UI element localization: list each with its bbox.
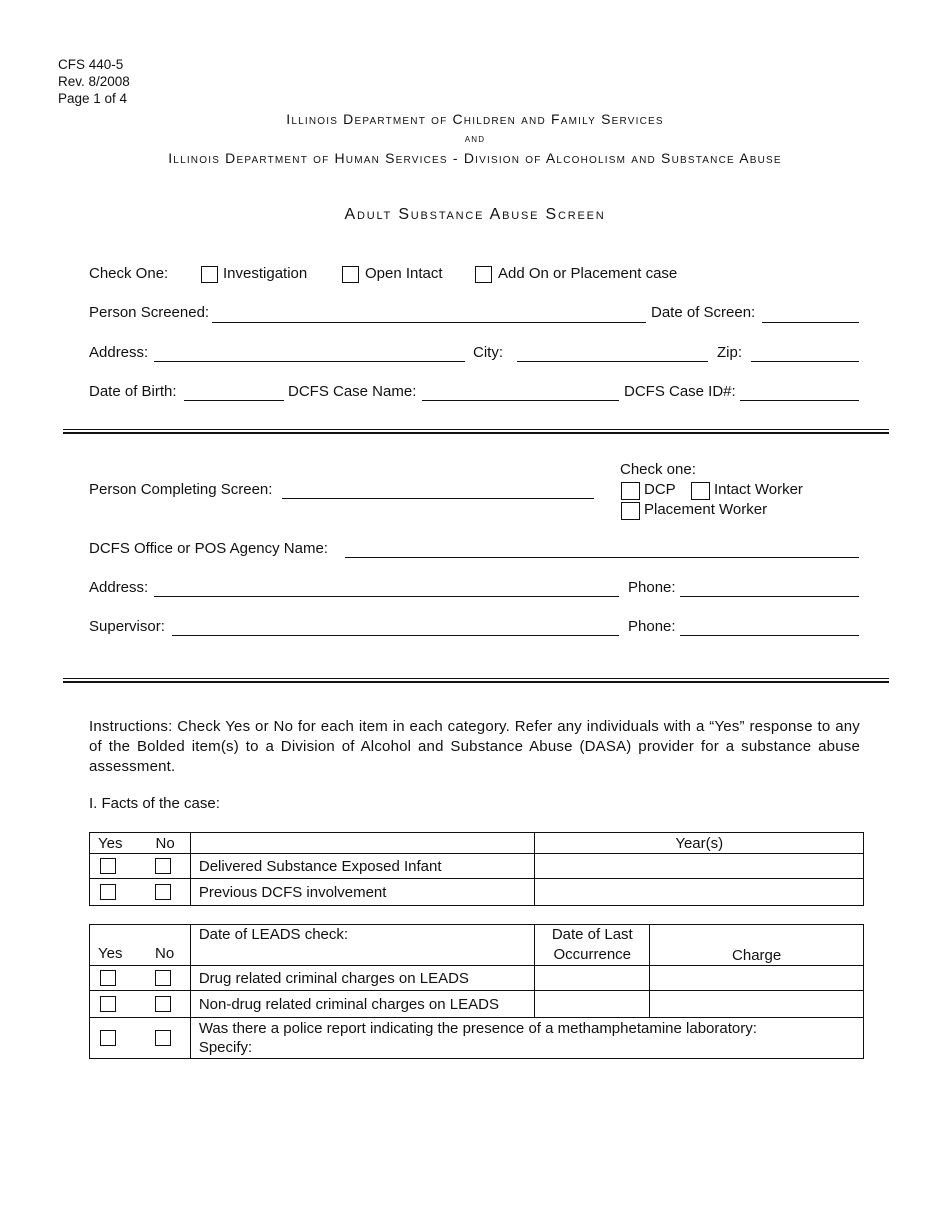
open-intact-checkbox[interactable] (342, 266, 359, 283)
date-of-birth-label: Date of Birth: (89, 383, 177, 400)
blank-header (190, 833, 535, 854)
form-number: CFS 440-5 (58, 57, 124, 72)
yes-checkbox[interactable] (100, 970, 116, 986)
placement-worker-label: Placement Worker (644, 501, 768, 518)
table-row (90, 1018, 864, 1059)
open-intact-label: Open Intact (365, 265, 443, 282)
yes-checkbox[interactable] (100, 996, 116, 1012)
facts-table (89, 832, 864, 906)
agency-phone-field[interactable] (680, 596, 859, 597)
divider (63, 432, 889, 434)
form-revision: Rev. 8/2008 (58, 74, 130, 89)
leads-date-header: Date of LEADS check: (190, 925, 535, 966)
yes-header: Yes (98, 945, 123, 962)
yes-checkbox[interactable] (100, 1030, 116, 1046)
dcfs-case-id-field[interactable] (740, 400, 859, 401)
years-field[interactable] (535, 879, 864, 906)
header-line-3: Illinois Department of Human Services - Division of Alcoholism and Substance Abuse (168, 150, 782, 166)
form-meta (58, 56, 130, 107)
header-line-2: and (464, 131, 486, 145)
charge-field[interactable] (650, 966, 864, 991)
section-title: I. Facts of the case: (89, 795, 220, 812)
city-field[interactable] (517, 361, 708, 362)
person-screened-field[interactable] (212, 322, 646, 323)
no-checkbox[interactable] (155, 970, 171, 986)
address-label: Address: (89, 344, 149, 361)
office-name-field[interactable] (345, 557, 859, 558)
no-checkbox[interactable] (155, 884, 171, 900)
table-row (90, 879, 864, 906)
investigation-checkbox[interactable] (201, 266, 218, 283)
address-field[interactable] (154, 361, 465, 362)
date-of-screen-label: Date of Screen: (651, 304, 756, 321)
yes-header: Yes (98, 834, 123, 852)
office-name-label: DCFS Office or POS Agency Name: (89, 540, 328, 557)
dcfs-case-name-field[interactable] (422, 400, 619, 401)
city-label: City: (473, 344, 503, 361)
divider (63, 429, 889, 430)
instructions-text: Instructions: Check Yes or No for each item in each category. Refer any individuals with a “Yes” response to any of the Bolded item(s) to a Division of Alcohol and Substance Abuse (DASA) provider for a substance abuse assessment. (89, 718, 860, 775)
zip-field[interactable] (751, 361, 859, 362)
row-label: Delivered Substance Exposed Infant (190, 854, 535, 879)
yes-no-cell (90, 966, 191, 991)
table-header-row (90, 833, 864, 854)
last-occurrence-field[interactable] (535, 991, 650, 1018)
charge-field[interactable] (650, 991, 864, 1018)
table-row (90, 966, 864, 991)
dcp-checkbox[interactable] (621, 482, 640, 500)
dcfs-case-name-label: DCFS Case Name: (288, 383, 417, 400)
yes-no-cell (90, 991, 191, 1018)
intact-worker-label: Intact Worker (714, 481, 803, 498)
zip-label: Zip: (717, 344, 743, 361)
leads-table (89, 924, 864, 1059)
row-label: Non-drug related criminal charges on LEADS (190, 991, 535, 1018)
last-occurrence-line-1: Date of Last (551, 926, 633, 943)
date-of-birth-field[interactable] (184, 400, 284, 401)
yes-checkbox[interactable] (100, 884, 116, 900)
charge-header: Charge (650, 925, 864, 966)
no-checkbox[interactable] (155, 1030, 171, 1046)
dcfs-case-id-label: DCFS Case ID#: (624, 383, 736, 400)
table-row (90, 854, 864, 879)
agency-address-field[interactable] (154, 596, 619, 597)
meth-lab-question: Was there a police report indicating the presence of a methamphetamine laboratory: (198, 1020, 757, 1037)
case-type-label: Check One: (89, 265, 169, 282)
page-title: Adult Substance Abuse Screen (344, 206, 606, 223)
yes-no-cell (90, 879, 191, 906)
row-label: Previous DCFS involvement (190, 879, 535, 906)
supervisor-phone-label: Phone: (628, 618, 676, 635)
yes-no-header (90, 833, 191, 854)
person-completing-field[interactable] (282, 498, 594, 499)
investigation-label: Investigation (223, 265, 308, 282)
add-on-placement-label: Add On or Placement case (498, 265, 678, 282)
placement-worker-checkbox[interactable] (621, 502, 640, 520)
divider (63, 678, 889, 679)
yes-no-cell (90, 1018, 191, 1059)
years-field[interactable] (535, 854, 864, 879)
header-line-1: Illinois Department of Children and Family Services (286, 111, 664, 127)
agency-phone-label: Phone: (628, 579, 676, 596)
last-occurrence-field[interactable] (535, 966, 650, 991)
supervisor-phone-field[interactable] (680, 635, 859, 636)
no-header: No (155, 834, 175, 852)
meth-lab-cell[interactable] (190, 1018, 863, 1059)
no-checkbox[interactable] (155, 996, 171, 1012)
page-number: Page 1 of 4 (58, 91, 128, 106)
meth-lab-specify: Specify: (198, 1039, 253, 1056)
dcp-label: DCP (644, 481, 676, 498)
yes-no-header (90, 925, 191, 966)
supervisor-label: Supervisor: (89, 618, 165, 635)
years-header: Year(s) (535, 833, 864, 854)
yes-checkbox[interactable] (100, 858, 116, 874)
divider (63, 681, 889, 683)
agency-address-label: Address: (89, 579, 149, 596)
intact-worker-checkbox[interactable] (691, 482, 710, 500)
row-label: Drug related criminal charges on LEADS (190, 966, 535, 991)
supervisor-field[interactable] (172, 635, 619, 636)
person-completing-label: Person Completing Screen: (89, 481, 273, 498)
no-header: No (155, 945, 175, 962)
table-row (90, 991, 864, 1018)
yes-no-cell (90, 854, 191, 879)
no-checkbox[interactable] (155, 858, 171, 874)
worker-type-label: Check one: (620, 461, 696, 478)
last-occurrence-line-2: Occurrence (553, 946, 632, 963)
date-of-screen-field[interactable] (762, 322, 859, 323)
last-occurrence-header (535, 925, 650, 966)
table-header-row (90, 925, 864, 966)
person-screened-label: Person Screened: (89, 304, 210, 321)
add-on-placement-checkbox[interactable] (475, 266, 492, 283)
